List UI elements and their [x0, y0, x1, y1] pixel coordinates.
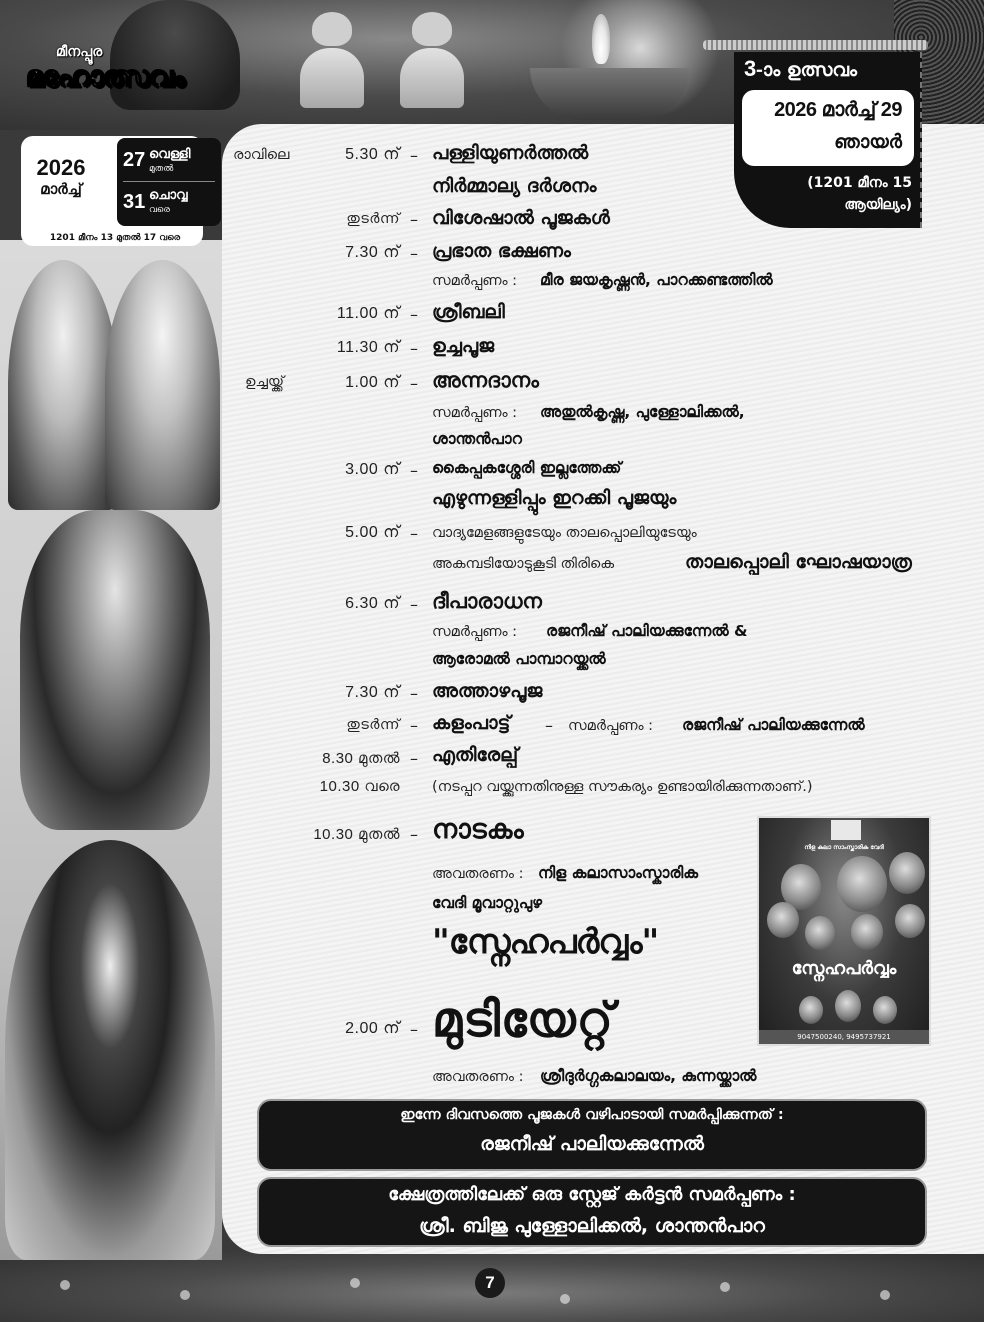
sponsor-name: രജനീഷ് പാലിയക്കുന്നേൽ: [480, 1133, 704, 1155]
festival-day-banner: [734, 52, 922, 228]
sponsor-name: ശ്രീ. ബിജു പുള്ളോലിക്കൽ, ശാന്തൻപാറ: [419, 1215, 765, 1237]
event-title: എതിരേല്പ്: [432, 744, 519, 766]
banner-rod: [703, 40, 928, 50]
dash: –: [410, 374, 418, 393]
event-description: അകമ്പടിയോടുകൂടി തിരികെ: [432, 556, 615, 572]
bokeh-light: [560, 1294, 570, 1304]
bokeh-light: [350, 1278, 360, 1288]
drama-poster-image: [757, 816, 931, 1046]
dash: –: [545, 716, 553, 735]
logo-subtitle: മീനപ്പൂര: [56, 44, 103, 60]
dash: –: [410, 210, 418, 229]
event-title: നിർമ്മാല്യ ദർശനം: [432, 175, 597, 197]
poster-phone: 9047500240, 9495737921: [759, 1030, 929, 1044]
logo-title: മഹോത്സവം: [26, 60, 185, 93]
dash: –: [410, 146, 418, 165]
event-title: പ്രഭാത ഭക്ഷണം: [432, 240, 571, 262]
actor-face: [835, 990, 861, 1022]
year-text: 2026: [36, 155, 86, 180]
actor-face: [873, 996, 897, 1024]
parvati-image: [105, 260, 220, 510]
event-title: അത്താഴപൂജ: [432, 680, 543, 702]
dash: –: [410, 595, 418, 614]
dash: –: [410, 749, 418, 768]
event-title: അന്നദാനം: [432, 368, 539, 392]
sponsor-name: രജനീഷ് പാലിയക്കുന്നേൽ: [682, 716, 865, 734]
star-date-line2: ആയില്യം): [844, 197, 912, 213]
event-time: 11.30 ന്: [336, 339, 400, 356]
troupe-logo: [831, 820, 861, 840]
year-month-block: [29, 156, 93, 198]
actor-face: [889, 852, 925, 894]
event-title: ശ്രീബലി: [432, 301, 505, 323]
end-day-number: 31: [123, 190, 146, 213]
actor-face: [805, 916, 835, 950]
event-time: 1.00 ന്: [345, 374, 400, 391]
dash: –: [410, 1020, 418, 1039]
dash: –: [410, 244, 418, 263]
presenter-name: ശ്രീദുർഗ്ഗകലാലയം, കുന്നയ്ക്കാൽ: [540, 1067, 757, 1085]
sponsor-name: അതുൽകൃഷ്ണ, പുള്ളോലിക്കൽ,: [540, 403, 745, 421]
event-time: 7.30 ന്: [345, 244, 400, 261]
ayyappa-idol-image: [400, 12, 464, 108]
malayalam-star-date: [807, 172, 912, 216]
range-start: [123, 140, 215, 181]
sponsor-name: ശാന്തൻപാറ: [432, 430, 522, 448]
event-time: 5.00 ന്: [345, 524, 400, 541]
range-end: [123, 181, 215, 222]
sponsor-label: സമർപ്പണം :: [568, 718, 654, 734]
mudiyettu-title: മുടിയേറ്റ്: [432, 992, 614, 1048]
event-title: ദീപാരാധന: [432, 589, 542, 613]
sponsor-label: സമർപ്പണം :: [432, 273, 518, 289]
bokeh-light: [880, 1290, 890, 1300]
sponsor-label: സമർപ്പണം :: [432, 624, 518, 640]
event-time: 8.30 മുതൽ: [322, 750, 400, 767]
sponsor-heading: ഇന്നേ ദിവസത്തെ പൂജകൾ വഴിപാടായി സമർപ്പിക്കുന്നത് :: [400, 1107, 784, 1123]
sponsor-box-curtain: [257, 1177, 927, 1247]
time-prefix: രാവിലെ: [233, 147, 290, 163]
dash: –: [410, 716, 418, 735]
bokeh-light: [720, 1282, 730, 1292]
event-time: 7.30 ന്: [345, 684, 400, 701]
festival-day-suffix: -ാം ഉത്സവം: [756, 59, 857, 81]
ganesha-idol-image: [300, 12, 364, 108]
bokeh-light: [60, 1280, 70, 1290]
sponsor-box-pooja: [257, 1099, 927, 1171]
dash: –: [410, 524, 418, 543]
event-title: നാടകം: [432, 814, 524, 845]
bokeh-light: [180, 1290, 190, 1300]
event-time: 5.30 ന്: [345, 146, 400, 163]
flame-icon: [592, 14, 610, 64]
event-time: 6.30 ന്: [345, 595, 400, 612]
time-prefix: ഉച്ചയ്ക്ക്: [245, 374, 284, 390]
sponsor-name: ആരോമൽ പാമ്പാറയ്ക്കൽ: [432, 650, 606, 668]
sponsor-name: രജനീഷ് പാലിയക്കുന്നേൽ &: [546, 622, 748, 640]
festival-day-label: [744, 56, 857, 82]
day-date: 2026 മാർച്ച് 29: [774, 99, 902, 121]
event-note: (നടപ്പറ വയ്ക്കുന്നതിനുള്ള സൗകര്യം ഉണ്ടായിരിക്കുന്നതാണ്.): [432, 779, 813, 795]
festival-day-number: 3: [744, 56, 757, 81]
poster-title: സ്നേഹപർവ്വം: [791, 958, 897, 979]
day-weekday: ഞായർ: [834, 131, 902, 153]
event-title: ഉച്ചപൂജ: [432, 335, 495, 357]
event-time: 10.30 വരെ: [319, 778, 400, 795]
event-time: തുടർന്ന്: [346, 717, 400, 733]
event-title: പള്ളിയുണർത്തൽ: [432, 142, 589, 164]
actor-face: [851, 914, 883, 950]
start-sub: മുതൽ: [149, 163, 174, 174]
kali-image: [20, 510, 210, 830]
dash: –: [410, 825, 418, 844]
star-date-line1: (1201 മീനം 15: [807, 175, 912, 191]
dash: –: [410, 305, 418, 324]
start-day-number: 27: [123, 149, 146, 171]
sponsor-heading: ക്ഷേത്രത്തിലേക്ക് ഒരു സ്റ്റേജ് കർട്ടൻ സമർപ്പണം :: [388, 1184, 796, 1205]
page-number: 7: [475, 1268, 505, 1298]
date-range-box: [117, 138, 221, 226]
event-time: തുടർന്ന്: [346, 211, 400, 227]
start-weekday: വെള്ളി: [149, 146, 191, 162]
event-title: കൈപ്പകശ്ശേരി ഇല്ലത്തേക്ക്: [432, 459, 622, 477]
presenter-name: നിള കലാസാംസ്കാരിക: [538, 864, 699, 882]
dash: –: [410, 684, 418, 703]
sponsor-label: സമർപ്പണം :: [432, 405, 518, 421]
dash: –: [410, 461, 418, 480]
presenter-name: വേദി മൂവാറ്റുപുഴ: [432, 894, 543, 912]
deity-images-column: [0, 240, 222, 1260]
event-title: താലപ്പൊലി ഘോഷയാത്ര: [685, 551, 912, 573]
shiva-image: [8, 260, 118, 510]
actor-face: [799, 996, 823, 1024]
malayalam-calendar-range: 1201 മീനം 13 മുതൽ 17 വരെ: [49, 233, 181, 243]
event-title: വിശേഷാൽ പൂജകൾ: [432, 207, 610, 229]
dash: –: [410, 339, 418, 358]
actor-face: [895, 904, 925, 938]
event-time: 10.30 മുതൽ: [313, 826, 400, 843]
month-text: മാർച്ച്: [40, 180, 82, 198]
poster-org: നിള കലാ സാംസ്കാരിക വേദി: [804, 844, 884, 851]
sponsor-name: മീര ജയകൃഷ്ണൻ, പാറക്കണ്ടത്തിൽ: [540, 271, 773, 289]
festival-logo: [26, 44, 236, 94]
event-time: 2.00 ന്: [345, 1020, 400, 1037]
event-description: വാദ്യമേളങ്ങളുടേയും താലപ്പൊലിയുടേയും: [432, 525, 697, 541]
actor-face: [837, 856, 887, 912]
drama-title: "സ്നേഹപർവ്വം": [432, 922, 659, 962]
event-time: 3.00 ന്: [345, 461, 400, 478]
presenter-label: അവതരണം :: [432, 866, 524, 882]
event-title: എഴുന്നള്ളിപ്പും ഇറക്കി പൂജയും: [432, 487, 677, 509]
festival-date-badge: [21, 136, 203, 246]
mudiyettu-performer-image: [5, 840, 215, 1260]
day-card: [742, 90, 914, 166]
presenter-label: അവതരണം :: [432, 1069, 524, 1085]
end-weekday: ചൊവ്വ: [149, 188, 188, 203]
actor-face: [767, 902, 799, 938]
event-time: 11.00 ന്: [336, 305, 400, 322]
end-sub: വരെ: [149, 205, 170, 215]
event-title: കളംപാട്ട്: [432, 712, 511, 734]
